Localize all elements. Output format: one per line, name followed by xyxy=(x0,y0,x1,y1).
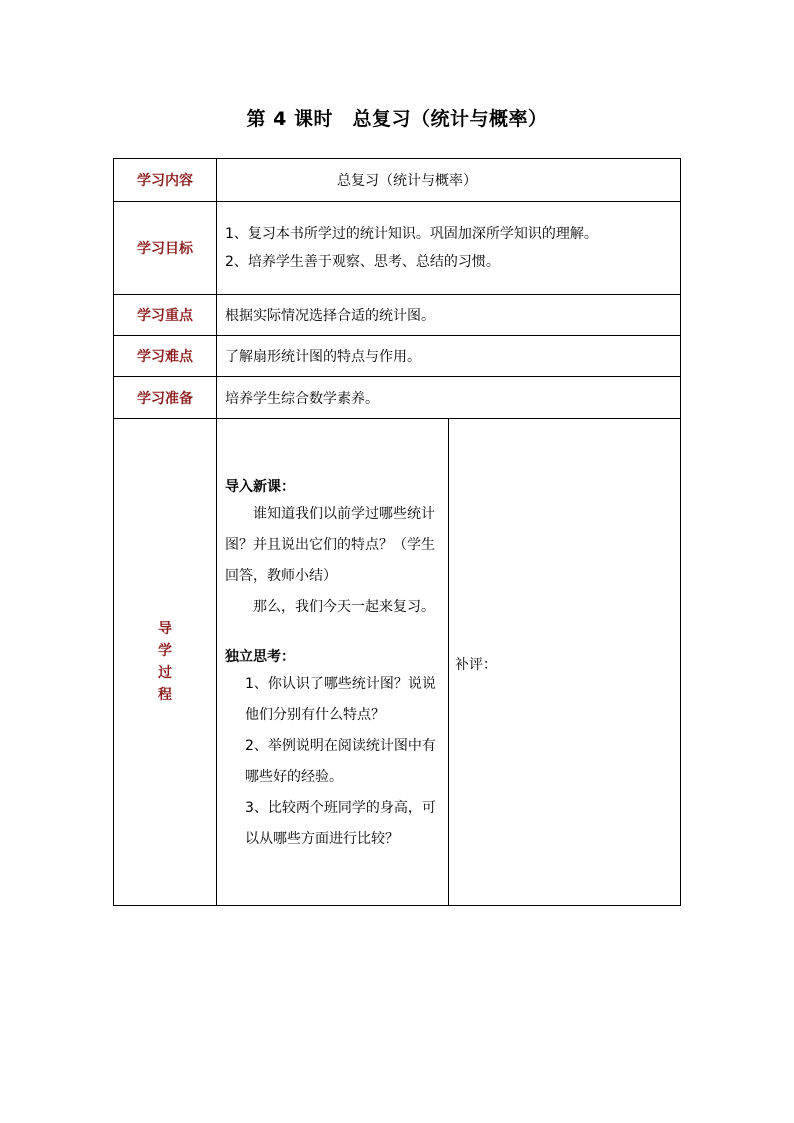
process-vertical-label: 导 学 过 程 xyxy=(158,621,172,703)
label-prep: 学习准备 xyxy=(114,377,217,419)
value-goals xyxy=(217,202,681,295)
value-difficulty: 了解扇形统计图的特点与作用。 xyxy=(217,336,681,377)
label-focus: 学习重点 xyxy=(114,295,217,336)
goal-line-2: 2、培养学生善于观察、思考、总结的习惯。 xyxy=(225,254,500,270)
value-focus: 根据实际情况选择合适的统计图。 xyxy=(217,295,681,336)
row-goals xyxy=(114,202,681,295)
question-3: 3、比较两个班同学的身高，可以从哪些方面进行比较？ xyxy=(245,800,436,847)
goal-line-1: 1、复习本书所学过的统计知识。巩固加深所学知识的理解。 xyxy=(225,226,598,242)
page-title: 第 4 课时 总复习（统计与概率） xyxy=(246,108,548,130)
label-difficulty: 学习难点 xyxy=(114,336,217,377)
comment-label: 补评： xyxy=(455,657,497,673)
comment-column xyxy=(449,419,681,906)
lesson-plan-table xyxy=(113,158,681,906)
row-process xyxy=(114,419,681,906)
process-main xyxy=(217,419,449,906)
label-goals: 学习目标 xyxy=(114,202,217,295)
row-content xyxy=(114,159,681,202)
row-difficulty xyxy=(114,336,681,377)
intro-paragraph-2: 那么，我们今天一起来复习。 xyxy=(253,599,435,615)
think-heading: 独立思考： xyxy=(225,649,295,665)
label-content: 学习内容 xyxy=(114,159,217,202)
question-2: 2、举例说明在阅读统计图中有哪些好的经验。 xyxy=(245,738,436,785)
value-content: 总复习（统计与概率） xyxy=(217,159,681,202)
label-process xyxy=(114,419,217,906)
intro-heading: 导入新课： xyxy=(225,479,295,495)
row-prep xyxy=(114,377,681,419)
question-1: 1、你认识了哪些统计图？说说他们分别有什么特点？ xyxy=(245,676,436,723)
intro-paragraph-1: 谁知道我们以前学过哪些统计图？并且说出它们的特点？（学生回答，教师小结） xyxy=(225,506,435,584)
row-focus xyxy=(114,295,681,336)
value-prep: 培养学生综合数学素养。 xyxy=(217,377,681,419)
